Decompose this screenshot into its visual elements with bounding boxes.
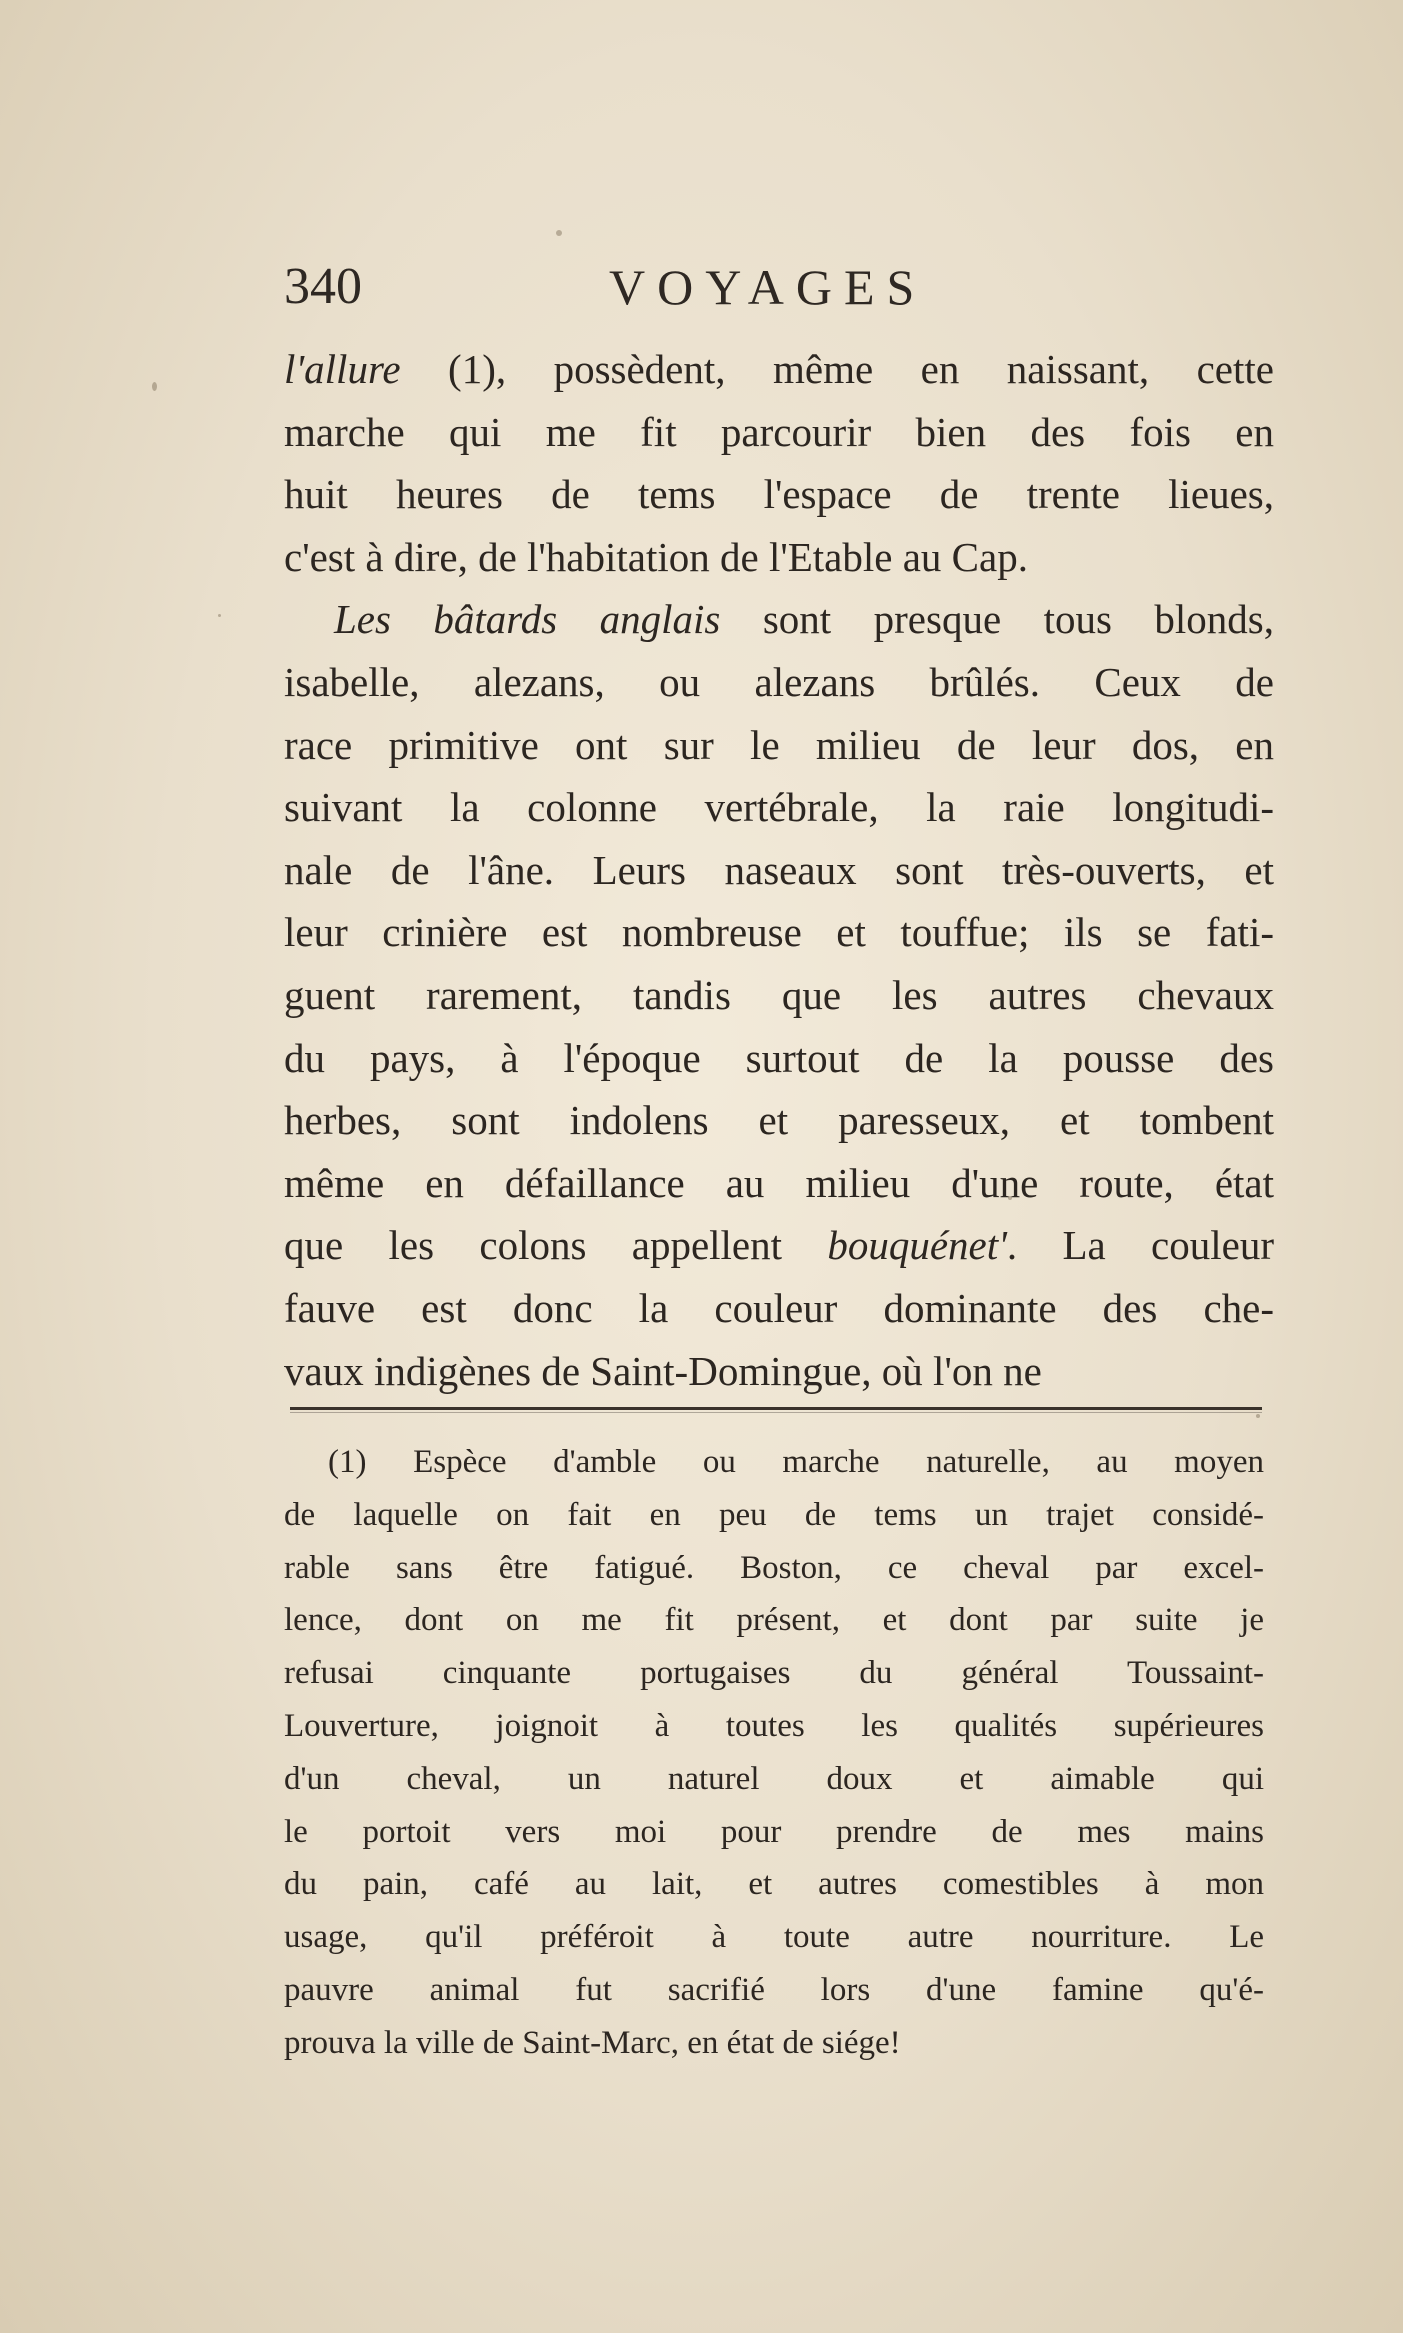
footnote-separator-rule (290, 1407, 1262, 1410)
text-segment: leur crinière est nombreuse et touffue; ils se fati- (284, 909, 1274, 956)
text-segment: suivant la colonne vertébrale, la raie longitudi- (284, 784, 1274, 831)
text-segment: marche qui me fit parcourir bien des fois en (284, 408, 1274, 455)
text-segment: du pays, à l'époque surtout de la pousse des (284, 1034, 1274, 1081)
footnote-separator-rule-shadow (290, 1412, 1262, 1413)
text-segment: même en défaillance au milieu d'une route, état (284, 1159, 1274, 1206)
text-segment: isabelle, alezans, ou alezans brûlés. Ceux de (284, 658, 1274, 705)
italic-text-segment: bouquénet' (827, 1222, 1007, 1269)
text-line (284, 776, 1274, 839)
footnote-body (284, 1436, 1264, 2070)
paper-speck (1008, 1196, 1012, 1200)
footnote-line: de laquelle on fait en peu de tems un trajet considé- (284, 1496, 1264, 1533)
text-line (284, 714, 1274, 777)
text-line (284, 1340, 1274, 1403)
text-segment: c'est à dire, de l'habitation de l'Etable au Cap. (284, 533, 1028, 580)
text-line (284, 588, 1274, 651)
text-segment: . La couleur (1006, 1222, 1274, 1269)
text-segment: huit heures de tems l'espace de trente lieues, (284, 471, 1274, 518)
running-title: VOYAGES (609, 259, 927, 315)
main-text-body (284, 338, 1274, 1402)
text-line (284, 463, 1274, 526)
text-line (284, 401, 1274, 464)
footnote-line: du pain, café au lait, et autres comestibles à mon (284, 1866, 1264, 1903)
italic-text-segment: l'allure (284, 346, 401, 392)
text-line (284, 964, 1274, 1027)
footnote-line: lence, dont on me fit présent, et dont par suite je (284, 1602, 1264, 1639)
footnote-line: rable sans être fatigué. Boston, ce cheval par excel- (284, 1549, 1264, 1586)
footnote-line: le portoit vers moi pour prendre de mes mains (284, 1813, 1264, 1850)
text-segment: (1), possèdent, même en naissant, cette (400, 346, 1274, 392)
footnote-line: pauvre animal fut sacrifié lors d'une famine qu'é- (284, 1971, 1264, 2008)
text-segment: guent rarement, tandis que les autres chevaux (284, 971, 1274, 1018)
text-line (284, 839, 1274, 902)
text-line (284, 651, 1274, 714)
text-line (284, 1027, 1274, 1090)
paper-speck (1256, 1414, 1260, 1418)
text-segment: fauve est donc la couleur dominante des che- (284, 1284, 1274, 1331)
page-header (284, 252, 1274, 322)
text-line (284, 1152, 1274, 1215)
italic-text-segment: Les bâtards anglais (334, 596, 721, 643)
footnote-line: usage, qu'il préféroit à toute autre nourriture. Le (284, 1919, 1264, 1956)
page-number: 340 (284, 258, 362, 315)
text-line (284, 526, 1274, 589)
paper-speck (218, 614, 221, 617)
text-line (284, 901, 1274, 964)
text-line (284, 1277, 1274, 1340)
text-segment: herbes, sont indolens et paresseux, et tombent (284, 1097, 1274, 1144)
text-line (284, 338, 1274, 401)
footnote-line: prouva la ville de Saint-Marc, en état de siége! (284, 2024, 901, 2061)
paper-speck (152, 382, 157, 391)
text-segment: vaux indigènes de Saint-Domingue, où l'on ne (284, 1347, 1042, 1394)
footnote-line: (1) Espèce d'amble ou marche naturelle, au moyen (328, 1444, 1264, 1480)
text-segment: que les colons appellent (284, 1222, 828, 1269)
footnote-line: refusai cinquante portugaises du général Toussaint- (284, 1655, 1264, 1692)
text-line (284, 1089, 1274, 1152)
text-line (284, 1214, 1274, 1277)
text-segment: nale de l'âne. Leurs naseaux sont très-ouverts, et (284, 846, 1274, 893)
footnote-line: d'un cheval, un naturel doux et aimable qui (284, 1760, 1264, 1797)
footnote-line: Louverture, joignoit à toutes les qualités supérieures (284, 1707, 1264, 1744)
text-segment: race primitive ont sur le milieu de leur dos, en (284, 721, 1274, 768)
text-segment: sont presque tous blonds, (720, 596, 1274, 643)
paper-speck (556, 230, 562, 236)
